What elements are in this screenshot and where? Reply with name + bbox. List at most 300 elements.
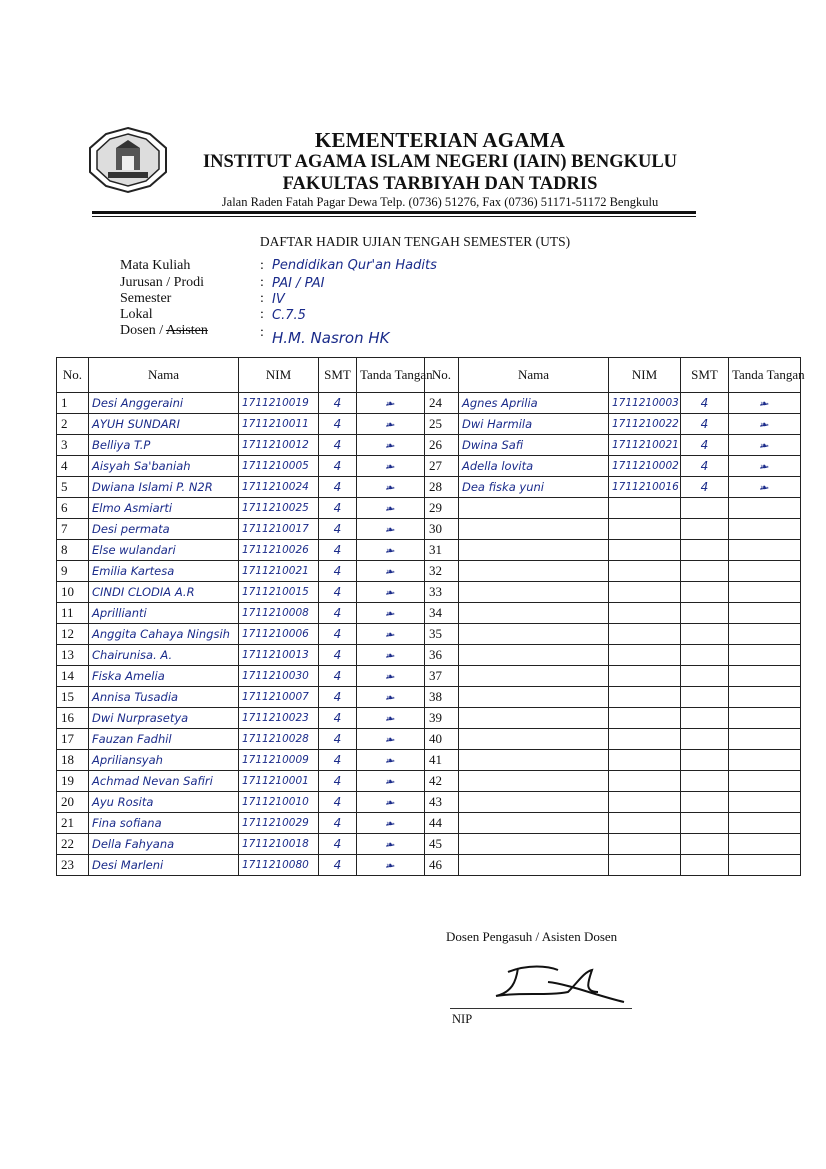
mata-kuliah-label: Mata Kuliah bbox=[120, 258, 191, 273]
student-semester: 4 bbox=[319, 435, 357, 456]
student-nim: 1711210030 bbox=[239, 666, 319, 687]
student-name bbox=[459, 813, 609, 834]
row-number: 24 bbox=[425, 393, 459, 414]
student-semester bbox=[681, 582, 729, 603]
table-row bbox=[57, 624, 801, 645]
student-name bbox=[459, 519, 609, 540]
student-nim bbox=[609, 624, 681, 645]
table-row bbox=[57, 582, 801, 603]
row-number: 20 bbox=[57, 792, 89, 813]
signature-mark: ❧ bbox=[385, 502, 396, 516]
student-semester: 4 bbox=[319, 834, 357, 855]
lokal-label: Lokal bbox=[120, 307, 153, 322]
student-semester: 4 bbox=[319, 792, 357, 813]
student-semester: 4 bbox=[319, 561, 357, 582]
row-number: 41 bbox=[425, 750, 459, 771]
student-name: Aprillianti bbox=[89, 603, 239, 624]
meta-colon: : bbox=[260, 258, 264, 273]
student-name bbox=[459, 582, 609, 603]
student-name bbox=[459, 771, 609, 792]
table-row bbox=[57, 813, 801, 834]
signature-mark: ❧ bbox=[759, 418, 770, 432]
student-nim bbox=[609, 519, 681, 540]
row-number: 45 bbox=[425, 834, 459, 855]
student-nim: 1711210024 bbox=[239, 477, 319, 498]
student-nim bbox=[609, 582, 681, 603]
student-name bbox=[459, 540, 609, 561]
student-name: Fina sofiana bbox=[89, 813, 239, 834]
signature-mark: ❧ bbox=[385, 544, 396, 558]
table-row bbox=[57, 393, 801, 414]
row-number: 32 bbox=[425, 561, 459, 582]
semester-value: IV bbox=[272, 292, 285, 307]
row-number: 9 bbox=[57, 561, 89, 582]
student-semester bbox=[681, 561, 729, 582]
student-semester: 4 bbox=[319, 393, 357, 414]
row-number: 19 bbox=[57, 771, 89, 792]
signature-cell bbox=[729, 414, 801, 435]
student-name: Della Fahyana bbox=[89, 834, 239, 855]
table-row bbox=[57, 498, 801, 519]
row-number: 7 bbox=[57, 519, 89, 540]
signature-mark: ❧ bbox=[385, 775, 396, 789]
student-nim bbox=[609, 666, 681, 687]
student-semester: 4 bbox=[319, 624, 357, 645]
student-semester bbox=[681, 666, 729, 687]
lokal-value: C.7.5 bbox=[272, 308, 306, 323]
signature-cell bbox=[729, 729, 801, 750]
signature-cell bbox=[357, 561, 425, 582]
student-semester: 4 bbox=[319, 855, 357, 876]
row-number: 8 bbox=[57, 540, 89, 561]
student-semester: 4 bbox=[681, 456, 729, 477]
signature-mark: ❧ bbox=[759, 397, 770, 411]
row-number: 18 bbox=[57, 750, 89, 771]
signature-cell bbox=[357, 813, 425, 834]
student-nim bbox=[609, 645, 681, 666]
student-nim: 1711210029 bbox=[239, 813, 319, 834]
student-semester: 4 bbox=[319, 771, 357, 792]
table-row bbox=[57, 477, 801, 498]
signature-cell bbox=[357, 729, 425, 750]
table-row bbox=[57, 666, 801, 687]
student-nim bbox=[609, 729, 681, 750]
student-nim: 1711210018 bbox=[239, 834, 319, 855]
student-name bbox=[459, 792, 609, 813]
signature-cell bbox=[357, 582, 425, 603]
student-name bbox=[459, 834, 609, 855]
row-number: 23 bbox=[57, 855, 89, 876]
student-nim: 1711210011 bbox=[239, 414, 319, 435]
signature-cell bbox=[729, 456, 801, 477]
semester-label: Semester bbox=[120, 291, 172, 306]
signature-mark: ❧ bbox=[385, 439, 396, 453]
signature-mark: ❧ bbox=[385, 586, 396, 600]
signature-cell bbox=[729, 561, 801, 582]
header-tanda-tangan: Tanda Tangan bbox=[729, 358, 801, 393]
table-row bbox=[57, 687, 801, 708]
table-row bbox=[57, 708, 801, 729]
table-row bbox=[57, 414, 801, 435]
student-semester: 4 bbox=[319, 582, 357, 603]
student-nim: 1711210001 bbox=[239, 771, 319, 792]
attendance-table bbox=[56, 357, 805, 876]
student-semester bbox=[681, 498, 729, 519]
row-number: 4 bbox=[57, 456, 89, 477]
header-no: No. bbox=[425, 358, 459, 393]
student-nim bbox=[609, 708, 681, 729]
signature-cell bbox=[357, 855, 425, 876]
row-number: 14 bbox=[57, 666, 89, 687]
student-nim bbox=[609, 498, 681, 519]
header-smt: SMT bbox=[681, 358, 729, 393]
signature-cell bbox=[357, 519, 425, 540]
student-nim: 1711210025 bbox=[239, 498, 319, 519]
student-name: Desi permata bbox=[89, 519, 239, 540]
signature-cell bbox=[357, 477, 425, 498]
student-nim: 1711210003 bbox=[609, 393, 681, 414]
row-number: 43 bbox=[425, 792, 459, 813]
row-number: 10 bbox=[57, 582, 89, 603]
student-semester bbox=[681, 603, 729, 624]
student-nim: 1711210006 bbox=[239, 624, 319, 645]
signature-cell bbox=[357, 771, 425, 792]
student-semester: 4 bbox=[319, 603, 357, 624]
student-name: Annisa Tusadia bbox=[89, 687, 239, 708]
student-nim: 1711210080 bbox=[239, 855, 319, 876]
jurusan-value: PAI / PAI bbox=[272, 276, 325, 291]
table-row bbox=[57, 771, 801, 792]
student-nim: 1711210022 bbox=[609, 414, 681, 435]
table-row bbox=[57, 834, 801, 855]
student-semester bbox=[681, 519, 729, 540]
student-name bbox=[459, 624, 609, 645]
student-name bbox=[459, 666, 609, 687]
institute-heading: INSTITUT AGAMA ISLAM NEGERI (IAIN) BENGKULU bbox=[202, 152, 678, 172]
row-number: 11 bbox=[57, 603, 89, 624]
student-nim: 1711210005 bbox=[239, 456, 319, 477]
table-row bbox=[57, 435, 801, 456]
row-number: 5 bbox=[57, 477, 89, 498]
student-nim bbox=[609, 813, 681, 834]
iain-logo bbox=[86, 126, 170, 194]
row-number: 38 bbox=[425, 687, 459, 708]
student-nim bbox=[609, 561, 681, 582]
signature-cell bbox=[729, 477, 801, 498]
row-number: 16 bbox=[57, 708, 89, 729]
student-nim: 1711210007 bbox=[239, 687, 319, 708]
student-semester: 4 bbox=[319, 456, 357, 477]
student-semester bbox=[681, 855, 729, 876]
student-name bbox=[459, 603, 609, 624]
student-nim bbox=[609, 750, 681, 771]
student-nim: 1711210023 bbox=[239, 708, 319, 729]
signature-cell bbox=[357, 750, 425, 771]
student-semester bbox=[681, 729, 729, 750]
student-name: Fiska Amelia bbox=[89, 666, 239, 687]
signature-cell bbox=[357, 540, 425, 561]
signature-mark: ❧ bbox=[385, 796, 396, 810]
header-no: No. bbox=[57, 358, 89, 393]
signature-cell bbox=[357, 624, 425, 645]
student-name bbox=[459, 687, 609, 708]
signature-cell bbox=[357, 792, 425, 813]
signature-mark: ❧ bbox=[385, 607, 396, 621]
student-semester bbox=[681, 771, 729, 792]
signature-cell bbox=[729, 666, 801, 687]
document-title: DAFTAR HADIR UJIAN TENGAH SEMESTER (UTS) bbox=[259, 234, 571, 249]
signature-cell bbox=[729, 603, 801, 624]
signature-mark: ❧ bbox=[385, 628, 396, 642]
student-semester bbox=[681, 708, 729, 729]
signature-cell bbox=[357, 393, 425, 414]
jurusan-label: Jurusan / Prodi bbox=[120, 275, 204, 290]
student-semester bbox=[681, 687, 729, 708]
signature-cell bbox=[729, 792, 801, 813]
signature-mark: ❧ bbox=[385, 691, 396, 705]
signature-cell bbox=[357, 498, 425, 519]
student-name: Dwina Safi bbox=[459, 435, 609, 456]
dosen-pengasuh-label: Dosen Pengasuh / Asisten Dosen bbox=[446, 929, 618, 944]
meta-colon: : bbox=[260, 325, 264, 340]
row-number: 21 bbox=[57, 813, 89, 834]
dosen-label bbox=[120, 323, 208, 339]
student-name: Agnes Aprilia bbox=[459, 393, 609, 414]
mata-kuliah-value: Pendidikan Qur'an Hadits bbox=[272, 258, 437, 273]
student-name: CINDI CLODIA A.R bbox=[89, 582, 239, 603]
student-semester bbox=[681, 813, 729, 834]
student-nim: 1711210026 bbox=[239, 540, 319, 561]
student-semester bbox=[681, 645, 729, 666]
row-number: 31 bbox=[425, 540, 459, 561]
row-number: 15 bbox=[57, 687, 89, 708]
signature-mark: ❧ bbox=[385, 733, 396, 747]
student-name: AYUH SUNDARI bbox=[89, 414, 239, 435]
table-row bbox=[57, 561, 801, 582]
header-nama: Nama bbox=[459, 358, 609, 393]
student-semester: 4 bbox=[319, 729, 357, 750]
student-nim: 1711210002 bbox=[609, 456, 681, 477]
student-name: Aisyah Sa'baniah bbox=[89, 456, 239, 477]
row-number: 26 bbox=[425, 435, 459, 456]
student-name: Anggita Cahaya Ningsih bbox=[89, 624, 239, 645]
student-semester: 4 bbox=[319, 666, 357, 687]
signature-cell bbox=[357, 666, 425, 687]
student-name: Fauzan Fadhil bbox=[89, 729, 239, 750]
student-name bbox=[459, 561, 609, 582]
signature-cell bbox=[357, 645, 425, 666]
row-number: 36 bbox=[425, 645, 459, 666]
signature-cell bbox=[729, 393, 801, 414]
row-number: 13 bbox=[57, 645, 89, 666]
student-nim: 1711210008 bbox=[239, 603, 319, 624]
student-semester bbox=[681, 792, 729, 813]
signature-cell bbox=[357, 687, 425, 708]
asisten-label-struck: Asisten bbox=[165, 323, 208, 338]
nip-label: NIP bbox=[452, 1012, 473, 1026]
row-number: 6 bbox=[57, 498, 89, 519]
signature-mark: ❧ bbox=[385, 565, 396, 579]
nip-line bbox=[450, 1008, 632, 1009]
row-number: 12 bbox=[57, 624, 89, 645]
row-number: 25 bbox=[425, 414, 459, 435]
row-number: 44 bbox=[425, 813, 459, 834]
student-name: Else wulandari bbox=[89, 540, 239, 561]
signature-cell bbox=[729, 750, 801, 771]
row-number: 34 bbox=[425, 603, 459, 624]
signature-cell bbox=[357, 435, 425, 456]
lecturer-signature bbox=[488, 962, 628, 1008]
row-number: 27 bbox=[425, 456, 459, 477]
signature-cell bbox=[729, 834, 801, 855]
table-row bbox=[57, 750, 801, 771]
signature-cell bbox=[357, 834, 425, 855]
row-number: 37 bbox=[425, 666, 459, 687]
student-nim bbox=[609, 687, 681, 708]
student-semester: 4 bbox=[319, 645, 357, 666]
signature-mark: ❧ bbox=[385, 670, 396, 684]
signature-cell bbox=[729, 855, 801, 876]
student-name: Achmad Nevan Safiri bbox=[89, 771, 239, 792]
student-semester: 4 bbox=[319, 477, 357, 498]
row-number: 22 bbox=[57, 834, 89, 855]
header-rule-thick bbox=[92, 211, 696, 214]
signature-mark: ❧ bbox=[385, 712, 396, 726]
table-row bbox=[57, 603, 801, 624]
signature-cell bbox=[729, 498, 801, 519]
row-number: 3 bbox=[57, 435, 89, 456]
signature-cell bbox=[729, 540, 801, 561]
student-name bbox=[459, 750, 609, 771]
student-semester: 4 bbox=[681, 414, 729, 435]
row-number: 2 bbox=[57, 414, 89, 435]
student-nim: 1711210015 bbox=[239, 582, 319, 603]
student-nim: 1711210010 bbox=[239, 792, 319, 813]
signature-mark: ❧ bbox=[385, 460, 396, 474]
signature-mark: ❧ bbox=[385, 418, 396, 432]
signature-mark: ❧ bbox=[385, 397, 396, 411]
row-number: 42 bbox=[425, 771, 459, 792]
row-number: 33 bbox=[425, 582, 459, 603]
dosen-value: H.M. Nasron HK bbox=[272, 329, 390, 347]
signature-cell bbox=[729, 645, 801, 666]
student-name bbox=[459, 498, 609, 519]
dosen-label-text: Dosen / bbox=[120, 323, 166, 338]
table-row bbox=[57, 729, 801, 750]
student-nim bbox=[609, 603, 681, 624]
table-row bbox=[57, 855, 801, 876]
table-row bbox=[57, 456, 801, 477]
signature-mark: ❧ bbox=[759, 460, 770, 474]
signature-cell bbox=[729, 813, 801, 834]
table-row bbox=[57, 792, 801, 813]
student-nim: 1711210012 bbox=[239, 435, 319, 456]
header-smt: SMT bbox=[319, 358, 357, 393]
faculty-heading: FAKULTAS TARBIYAH DAN TADRIS bbox=[282, 174, 598, 194]
meta-colon: : bbox=[260, 275, 264, 290]
student-name: Emilia Kartesa bbox=[89, 561, 239, 582]
student-semester: 4 bbox=[319, 498, 357, 519]
student-name: Adella lovita bbox=[459, 456, 609, 477]
student-name: Dwiana Islami P. N2R bbox=[89, 477, 239, 498]
student-semester: 4 bbox=[319, 750, 357, 771]
student-nim: 1711210017 bbox=[239, 519, 319, 540]
signature-mark: ❧ bbox=[385, 838, 396, 852]
row-number: 29 bbox=[425, 498, 459, 519]
signature-mark: ❧ bbox=[759, 439, 770, 453]
student-name: Desi Anggeraini bbox=[89, 393, 239, 414]
signature-mark: ❧ bbox=[385, 649, 396, 663]
signature-mark: ❧ bbox=[385, 754, 396, 768]
row-number: 40 bbox=[425, 729, 459, 750]
meta-colon: : bbox=[260, 291, 264, 306]
student-name bbox=[459, 729, 609, 750]
student-semester bbox=[681, 624, 729, 645]
student-nim: 1711210028 bbox=[239, 729, 319, 750]
header-nama: Nama bbox=[89, 358, 239, 393]
signature-cell bbox=[357, 708, 425, 729]
student-name: Elmo Asmiarti bbox=[89, 498, 239, 519]
signature-mark: ❧ bbox=[385, 859, 396, 873]
signature-cell bbox=[729, 771, 801, 792]
signature-cell bbox=[729, 519, 801, 540]
signature-mark: ❧ bbox=[759, 481, 770, 495]
meta-colon: : bbox=[260, 307, 264, 322]
student-semester: 4 bbox=[319, 813, 357, 834]
student-nim bbox=[609, 792, 681, 813]
header-rule-thin bbox=[92, 216, 696, 217]
student-semester: 4 bbox=[681, 393, 729, 414]
student-semester: 4 bbox=[319, 519, 357, 540]
student-semester bbox=[681, 834, 729, 855]
signature-mark: ❧ bbox=[385, 817, 396, 831]
student-nim bbox=[609, 855, 681, 876]
student-name: Belliya T.P bbox=[89, 435, 239, 456]
student-semester: 4 bbox=[681, 477, 729, 498]
signature-cell bbox=[729, 624, 801, 645]
signature-cell bbox=[357, 414, 425, 435]
header-nim: NIM bbox=[609, 358, 681, 393]
student-nim: 1711210019 bbox=[239, 393, 319, 414]
student-semester: 4 bbox=[319, 687, 357, 708]
signature-mark: ❧ bbox=[385, 481, 396, 495]
row-number: 28 bbox=[425, 477, 459, 498]
table-header-row bbox=[57, 358, 801, 393]
table-row bbox=[57, 645, 801, 666]
header-tanda-tangan: Tanda Tangan bbox=[357, 358, 425, 393]
signature-mark: ❧ bbox=[385, 523, 396, 537]
student-nim: 1711210016 bbox=[609, 477, 681, 498]
student-semester bbox=[681, 750, 729, 771]
student-semester: 4 bbox=[681, 435, 729, 456]
address-line: Jalan Raden Fatah Pagar Dewa Telp. (0736) 51276, Fax (0736) 51171-51172 Bengkulu bbox=[221, 195, 659, 209]
ministry-heading: KEMENTERIAN AGAMA bbox=[314, 128, 566, 152]
student-name bbox=[459, 645, 609, 666]
row-number: 1 bbox=[57, 393, 89, 414]
student-nim: 1711210009 bbox=[239, 750, 319, 771]
student-nim bbox=[609, 540, 681, 561]
row-number: 46 bbox=[425, 855, 459, 876]
table-row bbox=[57, 540, 801, 561]
signature-cell bbox=[357, 456, 425, 477]
header-nim: NIM bbox=[239, 358, 319, 393]
student-semester bbox=[681, 540, 729, 561]
student-nim: 1711210021 bbox=[239, 561, 319, 582]
student-name bbox=[459, 708, 609, 729]
table-row bbox=[57, 519, 801, 540]
row-number: 17 bbox=[57, 729, 89, 750]
student-name: Desi Marleni bbox=[89, 855, 239, 876]
